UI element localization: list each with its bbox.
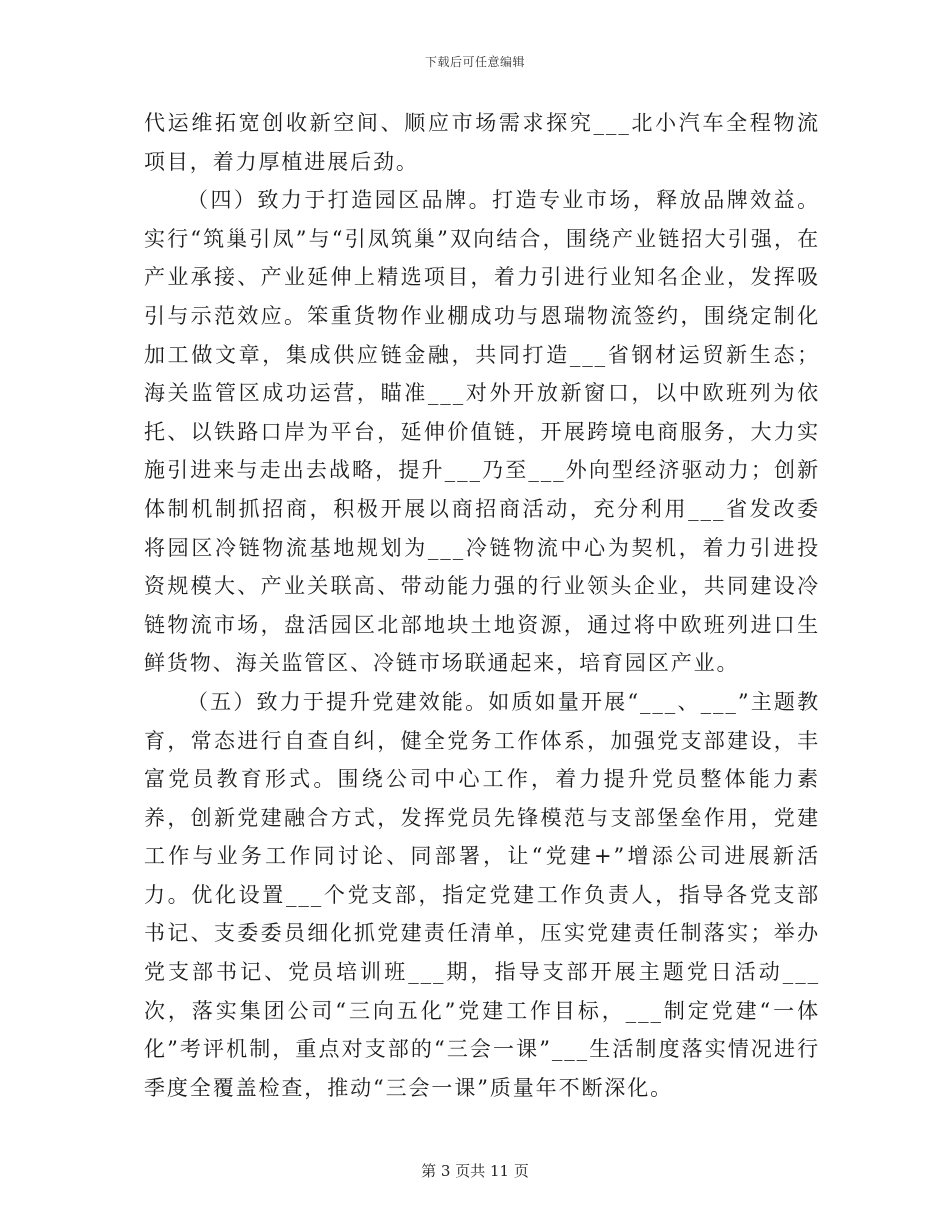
paragraph-section-4: （四）致力于打造园区品牌。打造专业市场，释放品牌效益。实行“筑巢引凤”与“引凤筑巢”双向结合，围绕产业链招大引强，在产业承接、产业延伸上精选项目，着力引进行业知名企业，发挥吸引与示范效应。笨重货物作业棚成功与恩瑞物流签约，围绕定制化加工做文章，集成供应链金融，共同打造___省钢材运贸新生态；海关监管区成功运营，瞄准___对外开放新窗口，以中欧班列为依托、以铁路口岸为平台，延伸价值链，开展跨境电商服务，大力实施引进来与走出去战略，提升___乃至___外向型经济驱动力；创新体制机制抓招商，积极开展以商招商活动，充分利用___省发改委将园区冷链物流基地规划为___冷链物流中心为契机，着力引进投资规模大、产业关联高、带动能力强的行业领头企业，共同建设冷链物流市场，盘活园区北部地块土地资源，通过将中欧班列进口生鲜货物、海关监管区、冷链市场联通起来，培育园区产业。 [144, 188, 820, 676]
paragraph-continuation: 代运维拓宽创收新空间、顺应市场需求探究___北小汽车全程物流项目，着力厚植进展后劲。 [144, 111, 820, 174]
document-body [144, 104, 820, 1107]
page-number-footer: 第 3 页共 11 页 [421, 1162, 529, 1180]
paragraph-section-5: （五）致力于提升党建效能。如质如量开展“___、___”主题教育，常态进行自查自纠，健全党务工作体系，加强党支部建设，丰富党员教育形式。围绕公司中心工作，着力提升党员整体能力素养，创新党建融合方式，发挥党员先锋模范与支部堡垒作用，党建工作与业务工作同讨论、同部署，让“党建+”增添公司进展新活力。优化设置___个党支部，指定党建工作负责人，指导各党支部书记、支委委员细化抓党建责任清单，压实党建责任制落实；举办党支部书记、党员培训班___期，指导支部开展主题党日活动___次，落实集团公司“三向五化”党建工作目标，___制定党建“一体化”考评机制，重点对支部的“三会一课”___生活制度落实情况进行季度全覆盖检查，推动“三会一课”质量年不断深化。 [144, 689, 820, 1100]
page-header: 下载后可任意编辑 [424, 55, 525, 69]
